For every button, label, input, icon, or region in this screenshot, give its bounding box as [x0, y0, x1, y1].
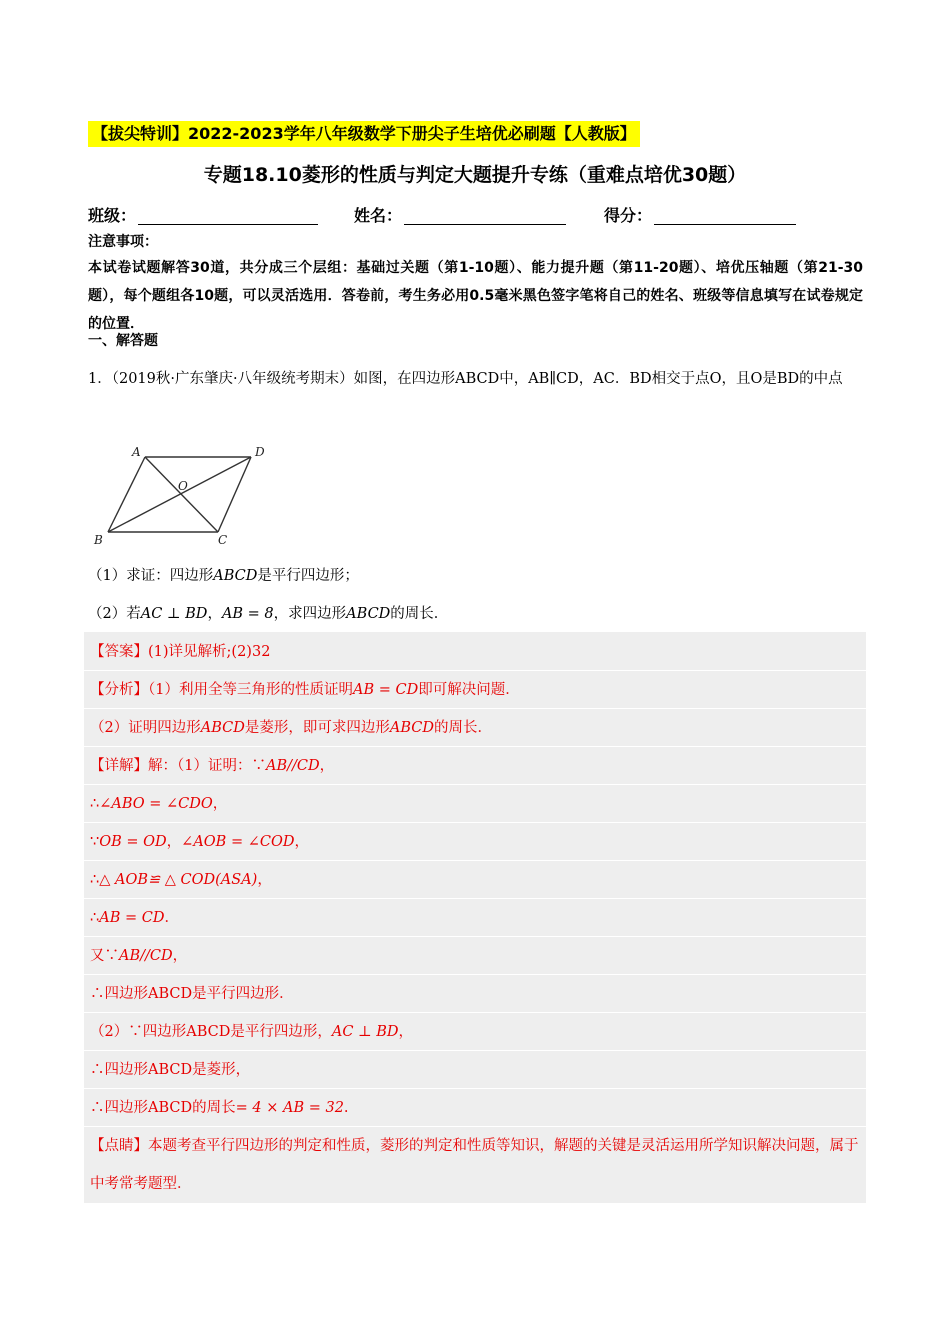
detail-step-6: 又∵AB//CD，	[90, 948, 188, 964]
question-1-part-1: （1）求证：四边形ABCD是平行四边形；	[88, 568, 359, 584]
edge-ba	[108, 457, 145, 532]
diagonal-bd	[108, 457, 251, 532]
analysis-line-1: 【分析】（1）利用全等三角形的性质证明AB = CD即可解决问题．	[90, 682, 520, 698]
label-c: C	[218, 533, 228, 547]
detail-step-10: ∴四边形ABCD的周长= 4 × AB = 32.	[90, 1100, 349, 1116]
name-blank	[404, 206, 566, 225]
label-a: A	[132, 445, 141, 459]
answer-box	[84, 632, 866, 1203]
name-field	[354, 203, 566, 229]
class-blank	[138, 206, 318, 225]
notice-body: 本试卷试题解答30道，共分成三个层组：基础过关题（第1-10题）、能力提升题（第11-20题）、培优压轴题（第21-30题），每个题组各10题，可以灵活选用．答卷前，考生务必用0.5毫米黑色签字笔将自己的姓名、班级等信息填写在试卷规定的位置．	[88, 260, 863, 332]
detail-step-8: （2）∵四边形ABCD是平行四边形，AC ⊥ BD，	[90, 1024, 414, 1040]
score-field	[604, 203, 796, 229]
detail-step-5: ∴AB = CD．	[90, 910, 179, 926]
question-1-part-2: （2）若AC ⊥ BD，AB = 8，求四边形ABCD的周长．	[88, 606, 449, 622]
label-b: B	[94, 533, 103, 547]
comment-text: 本题考查平行四边形的判定和性质，菱形的判定和性质等知识，解题的关键是灵活运用所学知识解决问题，属于中考常考题型．	[90, 1138, 859, 1192]
notice-heading: 注意事项：	[88, 234, 158, 250]
student-info-row	[88, 203, 868, 229]
page-title: 专题18.10菱形的性质与判定大题提升专练（重难点培优30题）	[203, 164, 747, 186]
detail-step-3: ∵OB = OD，∠AOB = ∠COD，	[90, 834, 309, 850]
analysis-tag: 【分析】	[90, 682, 148, 698]
score-label: 得分：	[604, 206, 653, 225]
series-banner: 【拔尖特训】2022-2023学年八年级数学下册尖子生培优必刷题【人教版】	[88, 121, 640, 147]
detail-tag: 【详解】	[90, 758, 148, 774]
section-heading: 一、解答题	[88, 333, 158, 349]
parallelogram-figure	[88, 440, 278, 550]
edge-dc	[218, 457, 251, 532]
comment-line	[90, 1127, 860, 1203]
comment-tag: 【点睛】	[90, 1138, 148, 1154]
class-label: 班级：	[88, 206, 137, 225]
detail-step-7: ∴四边形ABCD是平行四边形．	[90, 986, 294, 1002]
detail-line-1: 【详解】解：（1）证明：∵AB//CD，	[90, 758, 335, 774]
class-field	[88, 203, 318, 229]
detail-step-9: ∴四边形ABCD是菱形，	[90, 1062, 251, 1078]
label-o: O	[178, 479, 188, 493]
question-1-stem: 1．（2019秋·广东肇庆·八年级统考期末）如图，在四边形ABCD中，AB∥CD，AC．BD相交于点O，且O是BD的中点	[88, 371, 843, 387]
label-d: D	[255, 445, 265, 459]
answer-line	[90, 640, 860, 664]
answer-text: (1)详见解析;(2)32	[148, 644, 271, 660]
detail-step-2: ∴∠ABO = ∠CDO，	[90, 796, 228, 812]
detail-step-4: ∴△ AOB≌ △ COD(ASA)，	[90, 872, 272, 888]
name-label: 姓名：	[354, 206, 403, 225]
analysis-line-2: （2）证明四边形ABCD是菱形，即可求四边形ABCD的周长．	[90, 720, 492, 736]
diagonal-ac	[145, 457, 218, 532]
score-blank	[654, 206, 796, 225]
answer-tag: 【答案】	[90, 644, 148, 660]
